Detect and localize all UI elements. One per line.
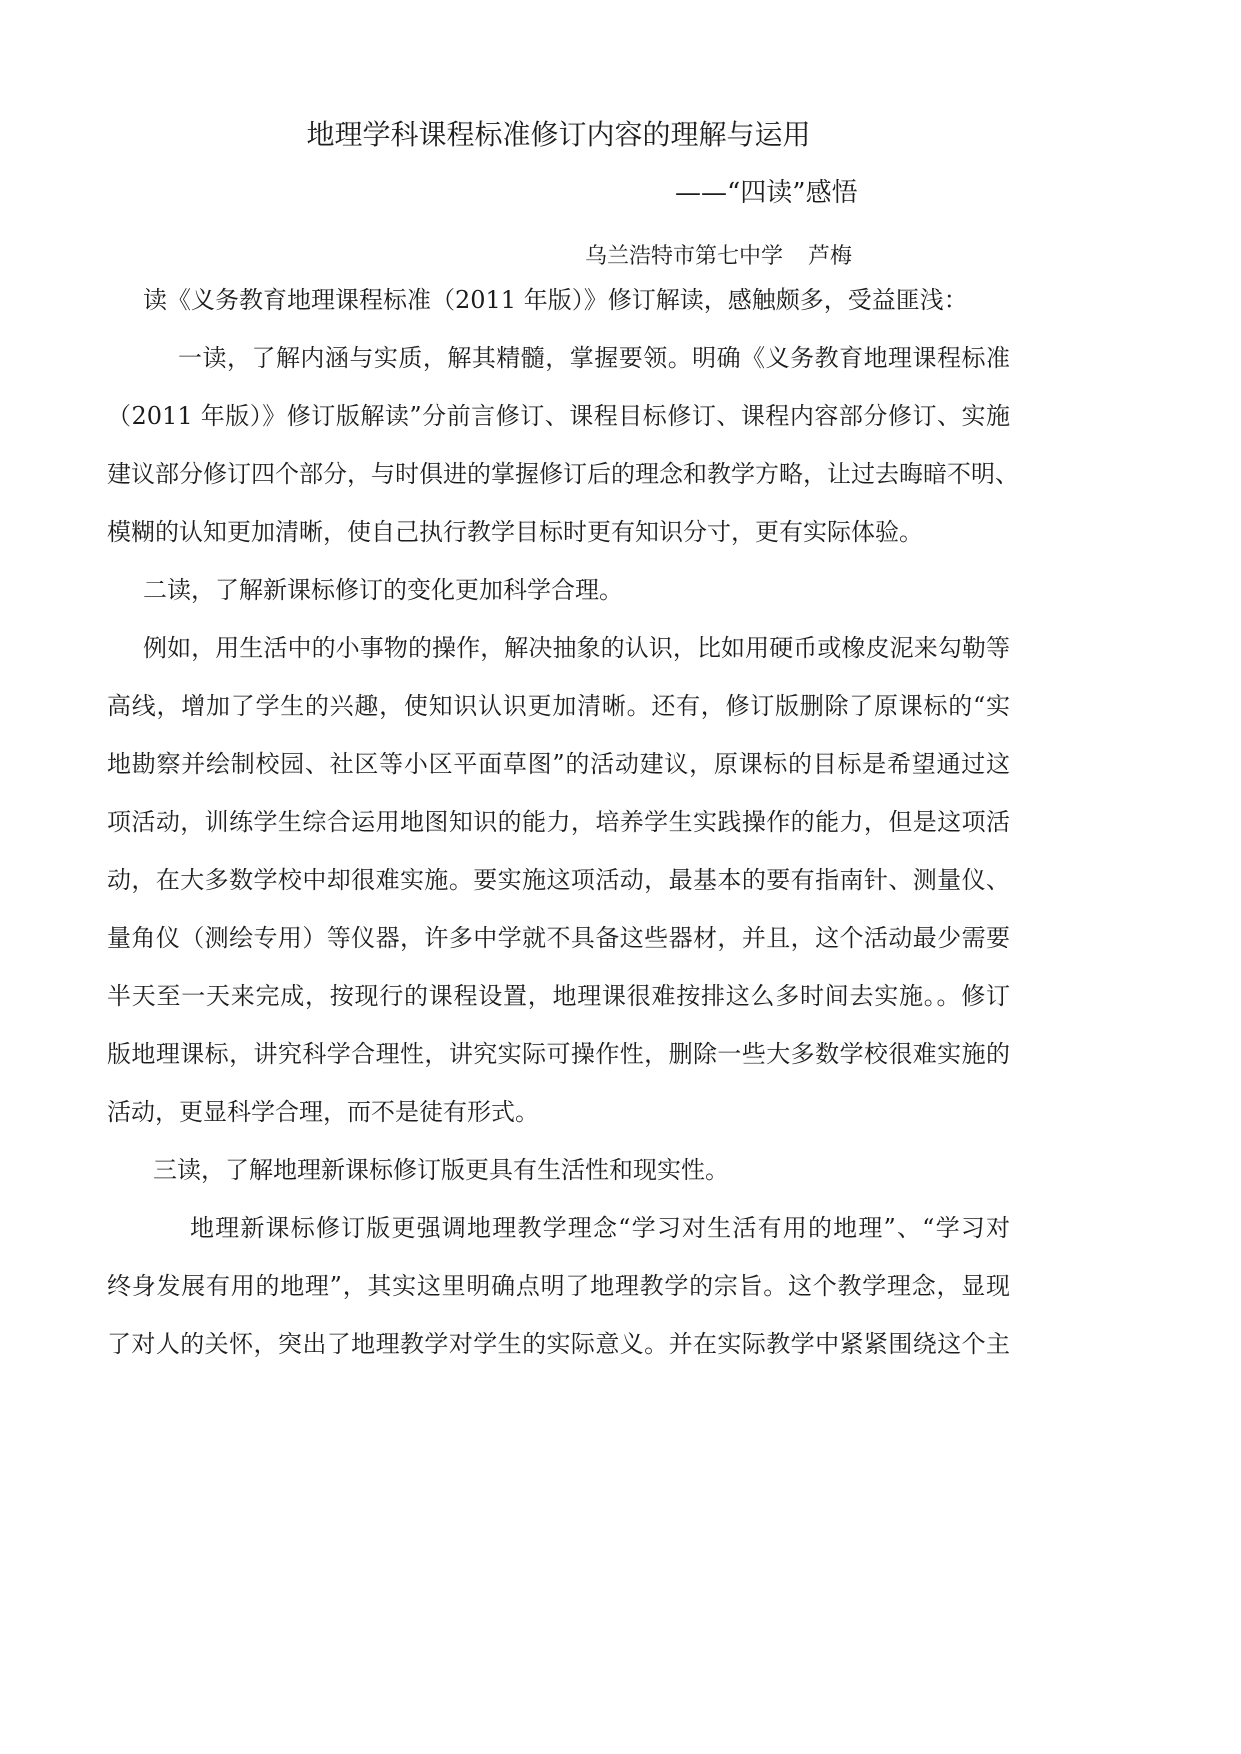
paragraph-example (107, 619, 1010, 1141)
text-line: （2011 年版）》修订版解读”分前言修订、课程目标修订、课程内容部分修订、实施 (107, 402, 1010, 430)
text-line: 高线，增加了学生的兴趣，使知识认识更加清晰。还有，修订版删除了原课标的“实 (107, 692, 1010, 720)
text-line: 二读，了解新课标修订的变化更加科学合理。 (143, 576, 623, 604)
text-line: 三读，了解地理新课标修订版更具有生活性和现实性。 (153, 1156, 729, 1184)
paragraph-intro (107, 271, 1010, 329)
text-line: 动，在大多数学校中却很难实施。要实施这项活动，最基本的要有指南针、测量仪、 (107, 866, 1010, 894)
author-name: 芦梅 (808, 244, 853, 269)
text-line: 地勘察并绘制校园、社区等小区平面草图”的活动建议，原课标的目标是希望通过这 (107, 750, 1010, 778)
text-line: 项活动，训练学生综合运用地图知识的能力，培养学生实践操作的能力，但是这项活 (107, 808, 1010, 836)
text-line: 模糊的认知更加清晰，使自己执行教学目标时更有知识分寸，更有实际体验。 (107, 518, 923, 546)
text-line: 例如，用生活中的小事物的操作，解决抽象的认识，比如用硬币或橡皮泥来勾勒等 (143, 634, 1010, 662)
text-line: 活动，更显科学合理，而不是徒有形式。 (107, 1098, 539, 1126)
text-line: 读《义务教育地理课程标准（2011 年版）》修订解读，感触颇多，受益匪浅： (143, 286, 968, 314)
document-body (107, 271, 1019, 1373)
text-line: 终身发展有用的地理”，其实这里明确点明了地理教学的宗旨。这个教学理念，显现 (107, 1272, 1010, 1300)
text-line: 版地理课标，讲究科学合理性，讲究实际可操作性，删除一些大多数学校很难实施的 (107, 1040, 1010, 1068)
document-subtitle: ——“四读”感悟 (675, 178, 858, 208)
text-line: 半天至一天来完成，按现行的课程设置，地理课很难按排这么多时间去实施。。修订 (107, 982, 1010, 1010)
text-line: 一读，了解内涵与实质，解其精髓，掌握要领。明确《义务教育地理课程标准 (178, 344, 1010, 372)
paragraph-teaching-concept (107, 1199, 1010, 1373)
text-line: 建议部分修订四个部分，与时俱进的掌握修订后的理念和教学方略，让过去晦暗不明、 (107, 460, 1019, 488)
text-line: 了对人的关怀，突出了地理教学对学生的实际意义。并在实际教学中紧紧围绕这个主 (107, 1330, 1010, 1358)
paragraph-first-reading (107, 329, 1019, 561)
document-title: 地理学科课程标准修订内容的理解与运用 (306, 118, 811, 151)
paragraph-second-reading (107, 561, 1010, 619)
author-school: 乌兰浩特市第七中学 (585, 244, 784, 269)
text-line: 地理新课标修订版更强调地理教学理念“学习对生活有用的地理”、“学习对 (190, 1214, 1010, 1242)
paragraph-third-reading (107, 1141, 1010, 1199)
text-line: 量角仪（测绘专用）等仪器，许多中学就不具备这些器材，并且，这个活动最少需要 (107, 924, 1010, 952)
